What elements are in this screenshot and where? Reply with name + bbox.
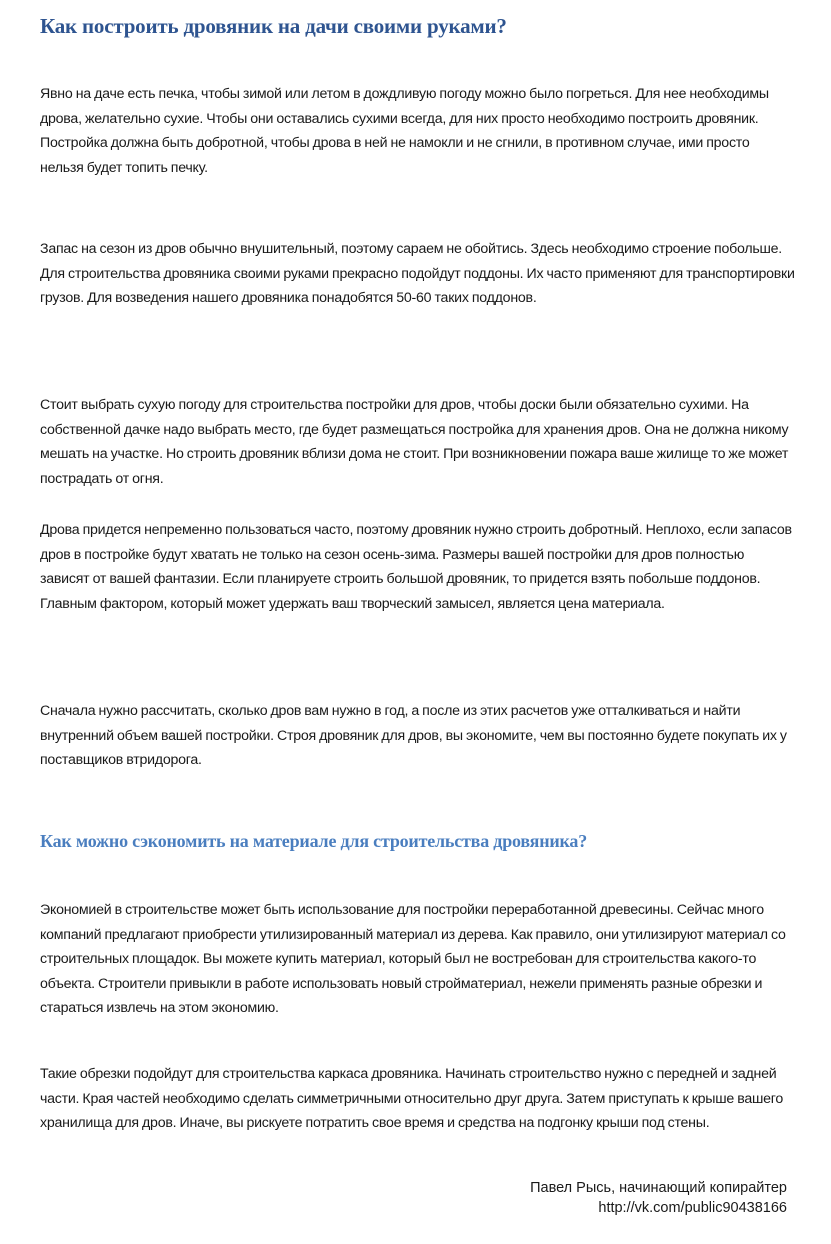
paragraph: Запас на сезон из дров обычно внушительный, поэтому сараем не обойтись. Здесь необходимо строение побольше. Для строительства дровяника своими руками прекрасно подойдут поддоны. Их часто применяют для транспортировки грузов. Для возведения нашего дровяника понадобятся 50-60 таких поддонов. [40,241,795,307]
paragraph: Явно на даче есть печка, чтобы зимой или летом в дождливую погоду можно было погреться. Для нее необходимы дрова, желательно сухие. Чтобы они оставались сухими всегда, для них просто необходимо построить дровяник. Постройка должна быть добротной, чтобы дрова в ней не намокли и не сгнили, в противном случае, ими просто нельзя будет топить печку. [40,86,769,176]
paragraph: Сначала нужно рассчитать, сколько дров вам нужно в год, а после из этих расчетов уже отталкиваться и найти внутренний объем вашей постройки. Строя дровяник для дров, вы экономите, чем вы постоянно будете покупать их у поставщиков втридорога. [40,703,787,769]
main-heading: Как построить дровяник на дачи своими руками? [40,14,507,38]
signature [530,1178,787,1218]
signature-author: Павел Рысь, начинающий копирайтер [530,1180,787,1196]
section-heading: Как можно сэкономить на материале для строительства дровяника? [40,831,588,851]
paragraph: Стоит выбрать сухую погоду для строительства постройки для дров, чтобы доски были обязательно сухими. На собственной дачке надо выбрать место, где будет размещаться постройка для хранения дров. Она не должна никому мешать на участке. Но строить дровяник вблизи дома не стоит. При возникновении пожара ваше жилище то же может пострадать от огня. [40,397,789,487]
paragraph: Такие обрезки подойдут для строительства каркаса дровяника. Начинать строительство нужно с передней и задней части. Края частей необходимо сделать симметричными относительно друг друга. Затем приступать к крыше вашего хранилища для дров. Иначе, вы рискуете потратить свое время и средства на подгонку крыши под стены. [40,1066,784,1132]
paragraph: Экономией в строительстве может быть использование для постройки переработанной древесины. Сейчас много компаний предлагают приобрести утилизированный материал из дерева. Как правило, они утилизируют материал со строительных площадок. Вы можете купить материал, который был не востребован для строительства какого-то объекта. Строители привыкли в работе использовать новый стройматериал, нежели применять разные обрезки и стараться извлечь на этом экономию. [40,902,786,1017]
signature-link[interactable]: http://vk.com/public90438166 [598,1200,787,1216]
paragraph: Дрова придется непременно пользоваться часто, поэтому дровяник нужно строить добротный. Неплохо, если запасов дров в постройке будут хватать не только на сезон осень-зима. Размеры вашей постройки для дров полностью зависят от вашей фантазии. Если планируете строить большой дровяник, то придется взять побольше поддонов. Главным фактором, который может удержать ваш творческий замысел, является цена материала. [40,522,792,612]
